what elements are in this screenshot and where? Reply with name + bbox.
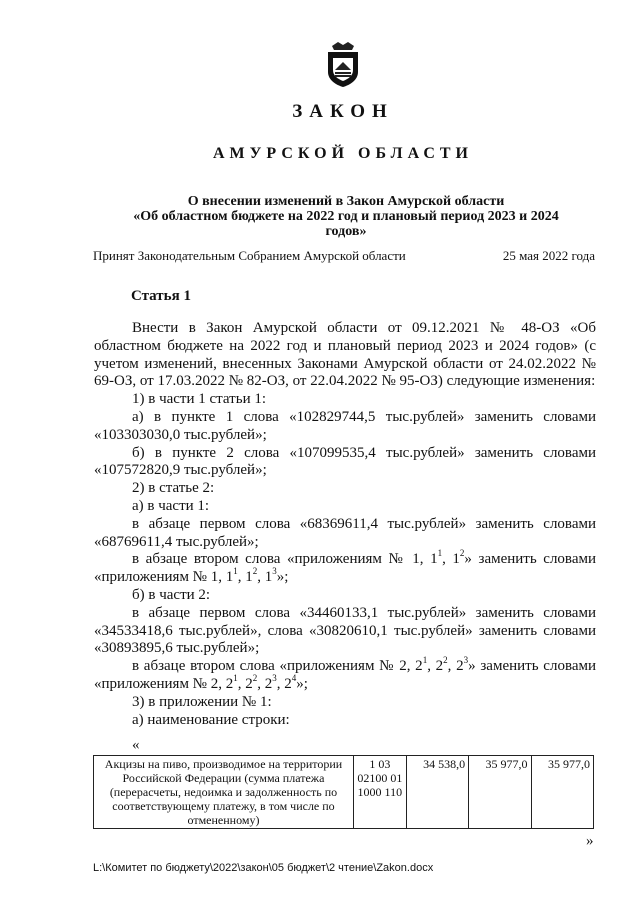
- closing-quote: »: [586, 833, 594, 849]
- article-body: [94, 320, 596, 729]
- file-path-footer: L:\Комитет по бюджету\2022\закон\05 бюджет\2 чтение\Zakon.docx: [93, 862, 434, 874]
- paragraph-intro: Внести в Закон Амурской области от 09.12.2021 № 48-ОЗ «Об областном бюджете на 2022 год и плановый период 2023 и 2024 годов» (с учетом изменений, внесенных Законами Амурской области от 24.02.2022 № 69-ОЗ, от 17.03.2022 № 82-ОЗ, от 22.04.2022 № 95-ОЗ) следующие изменения:: [94, 320, 596, 390]
- value-2022-cell: 34 538,0: [406, 756, 468, 829]
- heading-line: годов»: [325, 224, 367, 239]
- row-name-cell: Акцизы на пиво, производимое на территории Российской Федерации (сумма платежа (перерасчеты, недоимка и задолженность по соответствующему платежу, в том числе по отмененному): [94, 756, 354, 829]
- heading-line: О внесении изменений в Закон Амурской области: [187, 194, 505, 209]
- paragraph: а) в пункте 1 слова «102829744,5 тыс.рублей» заменить словами «103303030,0 тыс.рублей»;: [94, 408, 596, 443]
- value-2024-cell: 35 977,0: [531, 756, 593, 829]
- value-2023-cell: 35 977,0: [469, 756, 531, 829]
- paragraph: в абзаце первом слова «68369611,4 тыс.рублей» заменить словами «68769611,4 тыс.рублей»;: [94, 515, 596, 550]
- paragraph: а) наименование строки:: [132, 711, 290, 728]
- region-subtitle: АМУРСКОЙ ОБЛАСТИ: [213, 145, 473, 162]
- heading-line: «Об областном бюджете на 2022 год и плановый период 2023 и 2024: [133, 209, 559, 224]
- law-heading: [96, 194, 596, 239]
- law-title: ЗАКОН: [292, 101, 394, 122]
- paragraph: в абзаце первом слова «34460133,1 тыс.рублей» заменить словами «34533418,6 тыс.рублей», слова «30820610,1 тыс.рублей» заменить словами «30893895,6 тыс.рублей»;: [94, 604, 596, 657]
- article-title: Статья 1: [131, 288, 191, 304]
- row-code-cell: 1 03 02100 01 1000 110: [353, 756, 406, 829]
- paragraph: б) в части 2:: [132, 586, 211, 603]
- adoption-date: 25 мая 2022 года: [502, 248, 595, 263]
- coat-of-arms-emblem: [324, 40, 362, 88]
- adopted-by-text: Принят Законодательным Собранием Амурской области: [93, 248, 406, 263]
- budget-table: [93, 755, 594, 829]
- paragraph-appendix-2: в абзаце втором слова «приложениям № 2, $2^1$, $2^2$, $2^3$» заменить словами «приложениям № 2, $2^1$, $2^2$, $2^3$, $2^4$»;: [94, 655, 597, 692]
- table-row: [94, 756, 594, 829]
- paragraph: 1) в части 1 статьи 1:: [132, 391, 267, 408]
- paragraph: 2) в статье 2:: [132, 480, 215, 497]
- paragraph: а) в части 1:: [132, 497, 210, 514]
- paragraph: б) в пункте 2 слова «107099535,4 тыс.рублей» заменить словами «107572820,9 тыс.рублей»;: [94, 444, 596, 479]
- paragraph: 3) в приложении № 1:: [132, 693, 272, 710]
- opening-quote: «: [132, 737, 140, 753]
- paragraph-appendix-1: в абзаце втором слова «приложениям № 1, $1^1$, $1^2$» заменить словами «приложениям № 1, $1^1$, $1^2$, $1^3$»;: [94, 548, 596, 586]
